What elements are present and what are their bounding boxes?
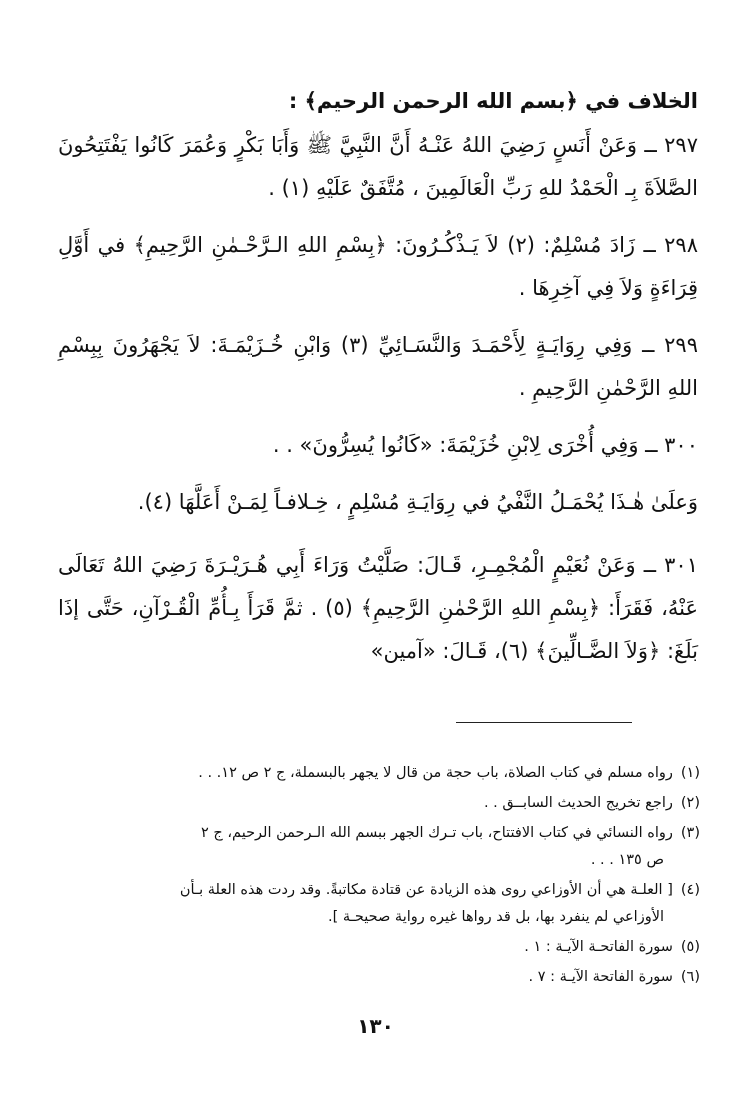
footnote-number: (٣) [680,825,700,841]
footnote-6 [58,964,700,991]
footnote-text: سورة الفاتحـة الآيـة : ١ . [524,939,673,955]
footnote-text: راجع تخريج الحديث السابــق . . [483,795,673,811]
footnote-number: (١) [680,765,700,781]
section-heading: الخلاف في ﴿بسم الله الرحمن الرحيم﴾ : [288,89,698,113]
footnote-continuation: ص ١٣٥ . . . [590,852,664,868]
footnote-text: رواه النسائي في كتاب الافتتاح، باب تـرك الجهر ببسم الله الـرحمن الرحيم، ج ٢ [201,825,673,841]
footnote-3 [58,820,700,874]
hadith-299: ٢٩٩ ــ وَفِي رِوَايَـةٍ لِأَحْمَـدَ وَالنَّسَـائِيِّ (٣) وَابْنِ خُـزَيْمَـةَ: لاَ يَجْهَرُونَ بِبِسْمِ اللهِ الرَّحْمٰنِ الرَّحِيمِ . [58,333,698,400]
footnote-number: (٥) [680,939,700,955]
hadith-301: ٣٠١ ــ وَعَنْ نُعَيْمٍ الْمُجْمِـرِ، قَـالَ: صَلَّيْتُ وَرَاءَ أَبِي هُـرَيْـرَةَ رَضِيَ اللهُ تَعَالَى عَنْهُ، فَقَرَأَ: ﴿بِسْمِ اللهِ الرَّحْمٰنِ الرَّحِيمِ﴾ (٥) . ثمَّ قَرَأَ بِـأُمِّ الْقُـرْآنِ، حَتَّى إذَا بَلَغَ: ﴿وَلاَ الضَّـالِّينَ﴾ (٦)، قَـالَ: «آمين» [58,553,698,663]
hadith-300: ٣٠٠ ــ وَفِي أُخْرَى لِابْنِ خُزَيْمَةَ: «كَانُوا يُسِرُّونَ» . . [272,433,698,457]
commentary-paragraph: وَعلَىٰ هٰـذَا يُحْمَـلُ النَّفْيُ في رِوَايَـةِ مُسْلِمٍ ، خِـلافـاً لِمَـنْ أَعَلَّهَا (٤). [137,490,698,514]
footnote-number: (٦) [680,969,700,985]
footnote-5 [58,934,700,961]
footnote-text: [ العلـة هي أن الأوزاعي روى هذه الزيادة عن قتادة مكاتبةً. وقد ردت هذه العلة بـأن [179,882,673,898]
footnote-text: سورة الفاتحة الآيـة : ٧ . [528,969,673,985]
footnote-continuation: الأوزاعي لم ينفرد بها، بل قد رواها غيره رواية صحيحـة ]. [328,909,664,925]
hadith-298: ٢٩٨ ــ زَادَ مُسْلِمٌ: (٢) لاَ يَـذْكُـرُونَ: ﴿بِسْمِ اللهِ الـرَّحْـمٰنِ الرَّحِيمِ﴾ في أَوَّلِ قِرَاءَةٍ وَلاَ فِي آخِرِهَا . [58,233,698,300]
footnote-number: (٢) [680,795,700,811]
footnote-text: رواه مسلم في كتاب الصلاة، باب حجة من قال لا يجهر بالبسملة، ج ٢ ص ١٢. . . [198,765,673,781]
footnote-divider [456,722,632,723]
page-number: ١٣٠ [357,1014,394,1038]
footnote-1 [58,760,700,787]
footnotes [58,760,700,994]
footnote-2 [58,790,700,817]
footnote-number: (٤) [680,882,700,898]
footnote-4 [58,877,700,931]
hadith-297: ٢٩٧ ــ وَعَنْ أَنَسٍ رَضِيَ اللهُ عَنْـهُ أَنَّ النَّبِيَّ ﷺ وَأَبَا بَكْرٍ وَعُمَرَ كَانُوا يَفْتَتِحُونَ الصَّلاَةَ بِـ الْحَمْدُ للهِ رَبِّ الْعَالَمِينَ ، مُتَّفَقٌ عَلَيْهِ (١) . [58,133,698,200]
main-text [58,84,698,687]
